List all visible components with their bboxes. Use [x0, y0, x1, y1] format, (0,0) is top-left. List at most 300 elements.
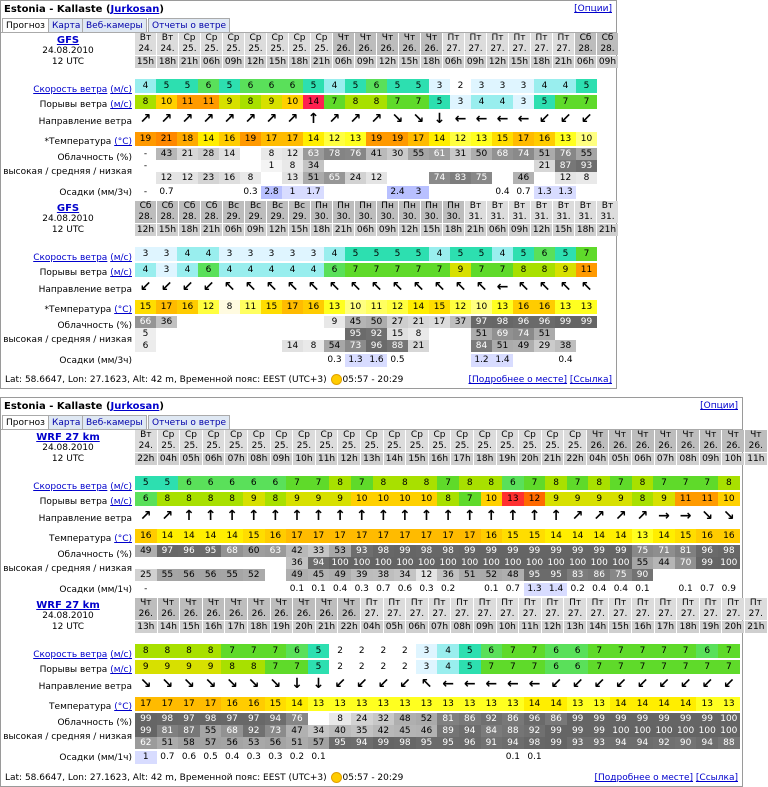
wind-direction-cell [221, 676, 243, 696]
cloud-low-cell: 29 [534, 340, 555, 352]
owner-link[interactable]: Jurkosan [110, 4, 160, 15]
gust-cell: 8 [345, 95, 366, 109]
wind-arrow-icon: ↖ [412, 279, 425, 295]
gust-cell: 7 [387, 95, 408, 109]
wind-arrow-icon: ← [517, 111, 530, 127]
tab-webcams[interactable]: Веб-камеры [82, 18, 147, 33]
gust-cell: 8 [178, 492, 200, 506]
cloud-low-cell: 52 [243, 569, 265, 581]
direction-label: Направление ветра [38, 682, 132, 692]
wind-arrow-icon: ↖ [265, 279, 278, 295]
gust-cell: 2 [351, 660, 373, 674]
precip-cell: 1.4 [545, 583, 567, 596]
gust-cell: 3 [416, 660, 438, 674]
high-row [135, 316, 597, 328]
cloud-high-cell: 99 [502, 545, 524, 557]
cloud-high-cell: 60 [243, 545, 265, 557]
temperature-cell: 13 [373, 697, 395, 711]
cloud-low-cell: 12 [366, 172, 387, 184]
cloud-low-cell: 51 [303, 172, 324, 184]
gust-cell: 11 [696, 492, 718, 506]
weekday-cell: Пт [632, 598, 655, 609]
cloud-low-cell [492, 172, 513, 184]
gust-cell: 5 [459, 660, 481, 674]
cloud-high-cell: 99 [567, 545, 589, 557]
speed-cell: 5 [219, 79, 240, 93]
wind-arrow-icon: ← [454, 111, 467, 127]
model-name-link[interactable]: GFS [56, 203, 80, 214]
temperature-cell: 14 [178, 529, 200, 543]
gust-label: Порывы ветра [39, 268, 108, 278]
temperature-cell: 13 [696, 697, 718, 711]
temperature-cell: 17 [135, 697, 157, 711]
speed-cell: 5 [471, 247, 492, 261]
link-link[interactable]: [Ссылка] [569, 375, 612, 385]
temperature-cell: 14 [200, 529, 222, 543]
precip-cell [157, 583, 179, 596]
gust-cell: 8 [265, 492, 287, 506]
model-name-link[interactable]: WRF 27 km [36, 432, 100, 443]
temperature-cell: 14 [653, 697, 675, 711]
speed-row [135, 476, 740, 490]
temperature-cell: 17 [394, 529, 416, 543]
hour-cell: 15h [267, 56, 289, 68]
cloud-low-cell: 53 [243, 737, 265, 749]
row-label [1, 482, 135, 493]
speed-cell: 5 [576, 79, 597, 93]
date-cell: 27. [542, 609, 565, 620]
speed-cell: 5 [345, 247, 366, 261]
tab-wind-reports[interactable]: Отчеты о ветре [148, 18, 230, 33]
cloud-mid-cell: 15 [387, 328, 408, 340]
weekday-cell: Ср [225, 430, 248, 441]
hours-row [135, 453, 768, 465]
temperature-cell: 18 [177, 132, 198, 146]
cloud-high-cell: 98 [200, 713, 222, 725]
unit-c-link[interactable]: (°C) [114, 702, 132, 712]
more-about-place-link[interactable]: [Подробнее о месте] [594, 773, 694, 783]
dates-row [135, 609, 768, 620]
cloud-high-cell: 78 [324, 148, 345, 160]
temperature-cell: 14 [221, 529, 243, 543]
wind-direction-cell [345, 111, 366, 131]
hour-cell: 10h [722, 453, 745, 465]
wind-direction-cell [156, 279, 177, 299]
tab-forecast[interactable]: Прогноз [2, 415, 49, 430]
tab-map[interactable]: Карта [48, 415, 84, 430]
precip-cell [282, 354, 303, 367]
row-label [1, 117, 135, 128]
wind-direction-cell [545, 676, 567, 696]
mid-row [135, 160, 597, 172]
gust-cell: 12 [524, 492, 546, 506]
wind-arrow-icon: ↙ [614, 676, 627, 692]
wind-arrow-icon: ↙ [658, 676, 670, 692]
speed-cell: 3 [156, 247, 177, 261]
low-row [135, 569, 740, 581]
row-label [1, 718, 135, 729]
precip-cell: 1.3 [555, 186, 576, 199]
cloud-high-cell: 51 [534, 148, 555, 160]
cloud-low-cell: 48 [502, 569, 524, 581]
wind-arrow-icon: ↖ [370, 279, 383, 295]
wind-direction-cell [240, 279, 261, 299]
cloud-low-cell: 83 [567, 569, 589, 581]
speed-cell: 7 [265, 644, 287, 658]
unit-ms-link[interactable]: (м/с) [110, 497, 132, 507]
wind-direction-cell [513, 279, 534, 299]
dates-row [135, 212, 619, 223]
gust-cell: 2 [373, 660, 395, 674]
wind-arrow-icon: ↗ [286, 111, 299, 127]
wind-arrow-icon: ↗ [349, 111, 362, 127]
cloud-high-cell: 43 [156, 148, 177, 160]
cloud-high-cell [282, 316, 303, 328]
temperature-cell: 14 [610, 529, 632, 543]
gust-cell: 7 [524, 660, 546, 674]
cloud-mid-cell [303, 328, 324, 340]
options-link[interactable]: [Опции] [574, 4, 612, 14]
wind-arrow-icon: ↑ [399, 508, 411, 524]
gust-cell: 5 [308, 660, 330, 674]
cloud-mid-cell: 100 [696, 725, 718, 737]
speed-cell: 7 [524, 476, 546, 490]
unit-ms-link[interactable]: (м/с) [110, 100, 132, 110]
cloud-low-cell: 55 [157, 569, 179, 581]
wind-arrow-icon: ↘ [183, 676, 195, 692]
hour-cell: 06h [406, 621, 429, 633]
cloud-low-cell [576, 340, 597, 352]
weekday-cell: Чт [333, 33, 355, 44]
gust-cell: 9 [450, 263, 471, 277]
gust-cell: 3 [450, 95, 471, 109]
cloud-mid-cell: 100 [329, 557, 351, 569]
date-cell: 28. [597, 44, 619, 55]
gust-cell: 4 [219, 263, 240, 277]
gust-cell: 7 [502, 660, 524, 674]
cloud-high-cell [240, 316, 261, 328]
temperature-cell: 17 [351, 529, 373, 543]
model-date: 24.08.2010 [42, 214, 94, 224]
speed-cell: 6 [221, 476, 243, 490]
precip-cell: - [135, 186, 156, 199]
tab-forecast[interactable]: Прогноз [2, 18, 49, 33]
direction-label: Направление ветра [38, 514, 132, 524]
cloud-mid-cell [324, 160, 345, 172]
date-cell: 27. [677, 609, 700, 620]
wind-direction-cell [576, 279, 597, 299]
weekday-cell: Пт [429, 598, 452, 609]
cloud-mid-cell: 40 [329, 725, 351, 737]
wind-arrow-icon: → [658, 508, 670, 524]
speed-cell: 3 [261, 247, 282, 261]
wind-arrow-icon: ↖ [517, 279, 530, 295]
gust-cell: 10 [416, 492, 438, 506]
temperature-cell: 13 [308, 697, 330, 711]
model-name-link[interactable]: WRF 27 km [36, 600, 100, 611]
date-cell: 31. [575, 212, 597, 223]
precip-cell: 0.2 [437, 583, 459, 596]
hour-cell: 09h [245, 224, 267, 236]
speed-row [135, 247, 597, 261]
temperature-cell: 17 [437, 529, 459, 543]
wind-direction-cell [610, 676, 632, 696]
precip-cell [576, 354, 597, 367]
speed-cell: 7 [675, 644, 697, 658]
row-label [1, 702, 135, 713]
weekday-cell: Вс [289, 201, 311, 212]
wind-arrow-icon: ↘ [247, 676, 260, 692]
precip-cell [450, 186, 471, 199]
temperature-cell: 17 [261, 132, 282, 146]
wind-arrow-icon: ↖ [538, 279, 551, 295]
date-cell: 26. [700, 441, 723, 452]
date-cell: 24. [135, 44, 157, 55]
cloud-mid-cell: 84 [481, 725, 503, 737]
cloud-low-cell: 93 [567, 737, 589, 749]
hour-cell: 05h [384, 621, 407, 633]
temperature-cell: 16 [221, 697, 243, 711]
wind-direction-cell [534, 111, 555, 131]
cloud-low-cell: 12 [156, 172, 177, 184]
cloud-low-cell [265, 569, 287, 581]
cloud-high-cell [308, 713, 330, 725]
gust-cell: 5 [429, 95, 450, 109]
options-link[interactable]: [Опции] [700, 401, 738, 411]
wind-direction-cell [555, 111, 576, 131]
date-cell: 26. [677, 441, 700, 452]
unit-ms-link[interactable]: (м/с) [110, 268, 132, 278]
precip-cell [408, 354, 429, 367]
date-cell: 27. [700, 609, 723, 620]
cloud-high-cell: 8 [261, 148, 282, 160]
wind-direction-cell [481, 676, 503, 696]
gust-cell: 10 [156, 95, 177, 109]
speed-cell: 5 [366, 247, 387, 261]
unit-ms-link[interactable]: (м/с) [110, 665, 132, 675]
unit-ms-link[interactable]: (м/с) [110, 253, 132, 263]
unit-ms-link[interactable]: (м/с) [110, 85, 132, 95]
wind-direction-cell [653, 676, 675, 696]
date-cell: 28. [135, 212, 157, 223]
cloud-high-cell: 48 [394, 713, 416, 725]
hour-cell: 09h [355, 56, 377, 68]
weekday-cell: Пт [587, 598, 610, 609]
hour-cell: 12h [399, 224, 421, 236]
wind-arrow-icon: ↗ [244, 111, 257, 127]
precip-cell [178, 583, 200, 596]
temperature-cell: 16 [513, 300, 534, 314]
cloud-mid-cell [198, 160, 219, 172]
cloud-high-cell: 99 [524, 545, 546, 557]
cloud-low-cell: 8 [576, 172, 597, 184]
wind-direction-cell [282, 111, 303, 131]
cloud-low-cell [261, 340, 282, 352]
hour-cell: 05h [180, 453, 203, 465]
speed-cell: 6 [502, 476, 524, 490]
date-cell: 27. [722, 609, 745, 620]
cloud-mid-cell: 47 [286, 725, 308, 737]
cloud-mid-cell: 88 [502, 725, 524, 737]
wind-arrow-icon: ↙ [334, 676, 346, 692]
temperature-cell: 16 [243, 697, 265, 711]
speed-label[interactable]: Скорость ветра [33, 85, 108, 95]
precip-cell [471, 186, 492, 199]
cloud-mid-cell: 100 [351, 557, 373, 569]
tab-map[interactable]: Карта [48, 18, 84, 33]
wind-arrow-icon: ↖ [433, 279, 446, 295]
wind-direction-cell [437, 676, 459, 696]
cloud-low-cell: 24 [345, 172, 366, 184]
temperature-cell: 19 [135, 132, 156, 146]
gust-cell: 6 [567, 660, 589, 674]
speed-cell: 2 [373, 644, 395, 658]
precip-cell: 0.1 [481, 583, 503, 596]
wind-arrow-icon: ↘ [139, 676, 152, 692]
speed-cell: 8 [135, 644, 157, 658]
hour-cell: 16h [429, 453, 452, 465]
cloud-high-cell: 27 [387, 316, 408, 328]
cloud-mid-cell: 99 [696, 557, 718, 569]
model-name-link[interactable]: GFS [56, 35, 80, 46]
temperature-cell: 14 [524, 697, 546, 711]
hour-cell: 21h [542, 453, 565, 465]
cloud-low-cell: 95 [524, 569, 546, 581]
wind-direction-cell [157, 508, 179, 528]
row-label [1, 167, 135, 178]
cloud-mid-cell [492, 160, 513, 172]
date-cell: 29. [289, 212, 311, 223]
cloud-mid-cell: 100 [632, 725, 654, 737]
date-cell: 31. [465, 212, 487, 223]
unit-ms-link[interactable]: (м/с) [110, 482, 132, 492]
cloud-low-cell: 65 [324, 172, 345, 184]
model-header [1, 203, 135, 236]
speed-cell: 7 [502, 644, 524, 658]
more-about-place-link[interactable]: [Подробнее о месте] [468, 375, 568, 385]
wind-arrow-icon: ↖ [391, 279, 404, 295]
cloud-low-cell [135, 172, 156, 184]
hour-cell: 06h [632, 453, 655, 465]
temperature-cell: 17 [156, 300, 177, 314]
temperature-cell: 14 [303, 132, 324, 146]
unit-c-link[interactable]: (°C) [114, 137, 132, 147]
temperature-label: *Температура [44, 305, 112, 315]
speed-cell: 7 [696, 476, 718, 490]
weekday-cell: Ср [316, 430, 339, 441]
owner-link[interactable]: Jurkosan [110, 401, 160, 412]
gust-cell: 9 [588, 492, 610, 506]
speed-cell: 8 [459, 476, 481, 490]
tab-wind-reports[interactable]: Отчеты о ветре [148, 415, 230, 430]
hour-cell: 09h [474, 621, 497, 633]
precip-cell [177, 354, 198, 367]
hour-cell: 12h [245, 56, 267, 68]
temperature-cell: 14 [653, 529, 675, 543]
days-row [135, 201, 619, 212]
weekday-cell: Вт [135, 33, 157, 44]
speed-cell: 3 [135, 247, 156, 261]
unit-ms-link[interactable]: (м/с) [110, 650, 132, 660]
wind-direction-cell [675, 508, 697, 528]
speed-label[interactable]: Скорость ветра [33, 650, 108, 660]
gust-cell: 7 [492, 263, 513, 277]
date-cell: 27. [632, 609, 655, 620]
temperature-cell: 16 [534, 132, 555, 146]
weekday-cell: Чт [180, 598, 203, 609]
wind-arrow-icon: ↙ [679, 676, 692, 692]
cloud-high-cell: 98 [492, 316, 513, 328]
speed-cell: 8 [373, 476, 395, 490]
speed-cell: 5 [387, 79, 408, 93]
hour-cell: 15h [399, 56, 421, 68]
wind-arrow-icon: ↖ [454, 279, 467, 295]
cloud-high-cell: 99 [588, 713, 610, 725]
cloud-high-cell: 81 [437, 713, 459, 725]
wind-direction-cell [416, 676, 438, 696]
speed-cell: 8 [632, 476, 654, 490]
dir-row [135, 111, 597, 131]
speed-cell: 4 [177, 247, 198, 261]
precip-cell: 2.4 [387, 186, 408, 199]
wind-arrow-icon: ↓ [433, 111, 446, 127]
speed-label[interactable]: Скорость ветра [33, 253, 108, 263]
precip-cell [632, 751, 654, 764]
wind-arrow-icon: ↑ [355, 508, 368, 524]
cloud-label: Облачность (%) [57, 550, 132, 560]
gust-cell: 8 [632, 492, 654, 506]
unit-c-link[interactable]: (°C) [114, 534, 132, 544]
cloud-mid-cell: 55 [200, 725, 222, 737]
tab-webcams[interactable]: Веб-камеры [82, 415, 147, 430]
speed-cell: 3 [416, 644, 438, 658]
cloud-high-cell: 61 [429, 148, 450, 160]
row-label [1, 650, 135, 661]
wind-arrow-icon: ↙ [538, 111, 551, 127]
link-link[interactable]: [Ссылка] [695, 773, 738, 783]
gust-cell: 9 [157, 660, 179, 674]
cloud-low-cell: 74 [429, 172, 450, 184]
precip-cell: 0.1 [632, 583, 654, 596]
date-cell: 26. [316, 609, 339, 620]
speed-cell: 7 [308, 476, 330, 490]
wind-arrow-icon: ↗ [202, 111, 215, 127]
cloud-high-cell: 97 [178, 713, 200, 725]
speed-label[interactable]: Скорость ветра [33, 482, 108, 492]
hour-cell: 12h [531, 224, 553, 236]
speed-cell: 7 [437, 476, 459, 490]
tab-bar [1, 415, 742, 430]
cloud-low-cell [198, 340, 219, 352]
wind-direction-cell [351, 508, 373, 528]
speed-cell: 5 [303, 79, 324, 93]
weekday-cell: Пт [509, 33, 531, 44]
precip-row [135, 354, 597, 367]
cloud-mid-cell: 100 [588, 557, 610, 569]
wind-direction-cell [178, 508, 200, 528]
hour-cell: 06h [575, 56, 597, 68]
gust-cell: 8 [243, 660, 265, 674]
date-cell: 25. [271, 441, 294, 452]
unit-c-link[interactable]: (°C) [114, 305, 132, 315]
cloud-mid-cell: 100 [653, 725, 675, 737]
cloud-low-cell: 23 [198, 172, 219, 184]
precip-cell: 0.4 [492, 186, 513, 199]
cloud-mid-cell [177, 160, 198, 172]
temperature-cell: 13 [437, 697, 459, 711]
temperature-cell: 10 [345, 300, 366, 314]
cloud-low-cell: 49 [513, 340, 534, 352]
